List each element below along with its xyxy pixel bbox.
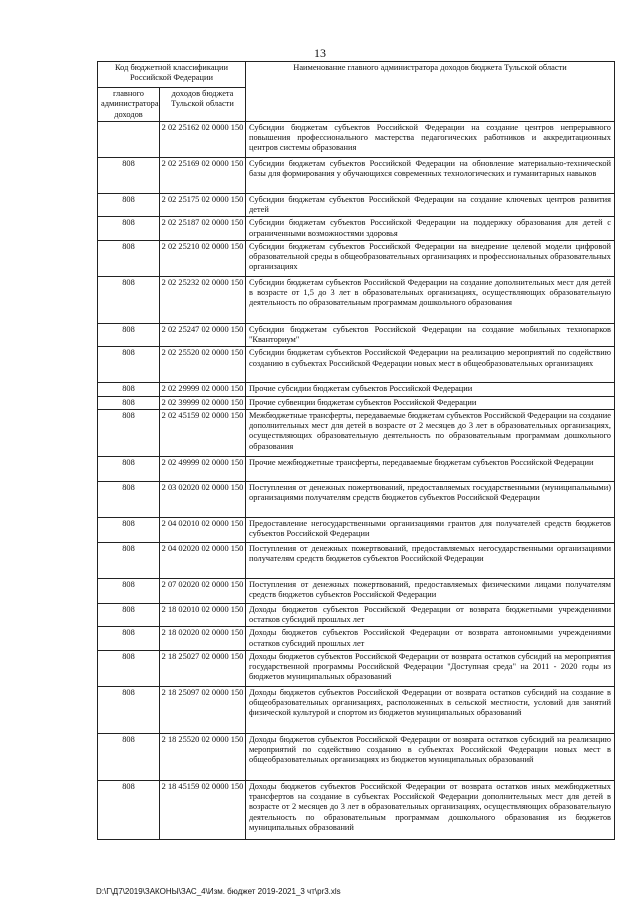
revenue-name-cell: Доходы бюджетов субъектов Российской Федерации от возврата остатков субсидий на создание в общеобразовательных организациях, расположенных в сельской местности, условий для занятий физической культурой и спортом из бюджетов муниципальных образований	[246, 686, 615, 733]
admin-code-cell: 808	[98, 383, 160, 396]
revenue-code-cell: 2 02 25175 02 0000 150	[160, 193, 246, 217]
revenue-code-cell: 2 07 02020 02 0000 150	[160, 578, 246, 603]
revenue-name-cell: Поступления от денежных пожертвований, предоставляемых негосударственными организациями получателям средств бюджетов субъектов Российской Федерации	[246, 542, 615, 578]
revenue-name-cell: Доходы бюджетов субъектов Российской Федерации от возврата остатков субсидий на реализацию мероприятий по содействию созданию в субъектах Российской Федерации новых мест в общеобразовательных организациях из бюджетов муниципальных образований	[246, 733, 615, 780]
admin-code-cell: 808	[98, 517, 160, 542]
admin-code-cell: 808	[98, 323, 160, 347]
admin-code-cell: 808	[98, 193, 160, 217]
revenue-code-cell: 2 02 25232 02 0000 150	[160, 276, 246, 323]
admin-code-cell: 808	[98, 780, 160, 839]
revenue-name-cell: Субсидии бюджетам субъектов Российской Федерации на обновление материально-технической базы для формирования у обучающихся современных технологических и гуманитарных навыков	[246, 157, 615, 193]
revenue-name-cell: Субсидии бюджетам субъектов Российской Федерации на реализацию мероприятий по содействию созданию в субъектах Российской Федерации новых мест в общеобразовательных организациях	[246, 347, 615, 383]
header-budget-classification-code: Код бюджетной классификации Российской Федерации	[98, 62, 246, 88]
table-row	[98, 481, 615, 517]
revenue-name-cell: Предоставление негосударственными организациями грантов для получателей средств бюджетов субъектов Российской Федерации	[246, 517, 615, 542]
table-row	[98, 603, 615, 627]
table-row	[98, 383, 615, 396]
table-row	[98, 323, 615, 347]
revenue-name-cell: Субсидии бюджетам субъектов Российской Федерации на внедрение целевой модели цифровой образовательной среды в общеобразовательных организациях и профессиональных образовательных организациях	[246, 240, 615, 276]
revenue-code-cell: 2 02 25169 02 0000 150	[160, 157, 246, 193]
table-row	[98, 686, 615, 733]
table-row	[98, 240, 615, 276]
revenue-name-cell: Доходы бюджетов субъектов Российской Федерации от возврата автономными учреждениями остатков субсидий прошлых лет	[246, 627, 615, 651]
admin-code-cell: 808	[98, 578, 160, 603]
table-row	[98, 650, 615, 686]
revenue-name-cell: Поступления от денежных пожертвований, предоставляемых государственными (муниципальными) организациями получателям средств бюджетов субъектов Российской Федерации	[246, 481, 615, 517]
table-row	[98, 157, 615, 193]
revenue-name-cell: Прочие межбюджетные трансферты, передаваемые бюджетам субъектов Российской Федерации	[246, 456, 615, 481]
table-row	[98, 217, 615, 241]
admin-code-cell: 808	[98, 240, 160, 276]
revenue-name-cell: Прочие субвенции бюджетам субъектов Российской Федерации	[246, 396, 615, 409]
revenue-name-cell: Субсидии бюджетам субъектов Российской Федерации на создание дополнительных мест для детей в возрасте от 1,5 до 3 лет в образовательных организациях, осуществляющих образовательную деятельность по образовательным программам дошкольного образования	[246, 276, 615, 323]
admin-code-cell: 808	[98, 603, 160, 627]
admin-code-cell: 808	[98, 481, 160, 517]
revenue-code-cell: 2 02 39999 02 0000 150	[160, 396, 246, 409]
revenue-code-cell: 2 02 29999 02 0000 150	[160, 383, 246, 396]
admin-code-cell: 808	[98, 276, 160, 323]
revenue-code-cell: 2 04 02010 02 0000 150	[160, 517, 246, 542]
admin-code-cell: 808	[98, 396, 160, 409]
header-administrator-name: Наименование главного администратора доходов бюджета Тульской области	[246, 62, 615, 122]
table-row	[98, 396, 615, 409]
page-number: 13	[314, 46, 326, 60]
revenue-code-cell: 2 18 45159 02 0000 150	[160, 780, 246, 839]
revenue-name-cell: Межбюджетные трансферты, передаваемые бюджетам субъектов Российской Федерации на создание дополнительных мест для детей в возрасте от 2 месяцев до 3 лет в образовательных организациях, осуществляющих образовательную деятельность по образовательным программам дошкольного образования	[246, 409, 615, 456]
admin-code-cell: 808	[98, 627, 160, 651]
file-path-footer: D:\Г\Д7\2019\ЗАКОНЫ\ЗАС_4\Изм. бюджет 2019-2021_3 чт\pr3.xls	[96, 887, 341, 896]
revenue-name-cell: Субсидии бюджетам субъектов Российской Федерации на создание мобильных технопарков "Кванториум"	[246, 323, 615, 347]
table-row	[98, 542, 615, 578]
revenue-name-cell: Субсидии бюджетам субъектов Российской Федерации на поддержку образования для детей с ограниченными возможностями здоровья	[246, 217, 615, 241]
revenue-administrators-table	[97, 61, 615, 840]
admin-code-cell: 808	[98, 650, 160, 686]
revenue-code-cell: 2 18 25027 02 0000 150	[160, 650, 246, 686]
admin-code-cell: 808	[98, 686, 160, 733]
admin-code-cell: 808	[98, 409, 160, 456]
revenue-name-cell: Доходы бюджетов субъектов Российской Федерации от возврата бюджетными учреждениями остатков субсидий прошлых лет	[246, 603, 615, 627]
table-row	[98, 121, 615, 157]
revenue-code-cell: 2 18 02020 02 0000 150	[160, 627, 246, 651]
table-row	[98, 733, 615, 780]
revenue-code-cell: 2 04 02020 02 0000 150	[160, 542, 246, 578]
revenue-code-cell: 2 02 49999 02 0000 150	[160, 456, 246, 481]
admin-code-cell	[98, 121, 160, 157]
table-header-row	[98, 62, 615, 88]
revenue-name-cell: Поступления от денежных пожертвований, предоставляемых физическими лицами получателям средств бюджетов субъектов Российской Федерации	[246, 578, 615, 603]
admin-code-cell: 808	[98, 157, 160, 193]
header-main-administrator: главного администратора доходов	[98, 88, 160, 122]
admin-code-cell: 808	[98, 347, 160, 383]
table-row	[98, 578, 615, 603]
admin-code-cell: 808	[98, 217, 160, 241]
revenue-code-cell: 2 02 45159 02 0000 150	[160, 409, 246, 456]
revenue-code-cell: 2 02 25210 02 0000 150	[160, 240, 246, 276]
table-row	[98, 193, 615, 217]
revenue-name-cell: Доходы бюджетов субъектов Российской Федерации от возврата остатков субсидий на мероприятия государственной программы Российской Федерации "Доступная среда" на 2011 - 2020 годы из бюджетов муниципальных образований	[246, 650, 615, 686]
table-row	[98, 456, 615, 481]
revenue-code-cell: 2 02 25162 02 0000 150	[160, 121, 246, 157]
revenue-name-cell: Субсидии бюджетам субъектов Российской Федерации на создание центров непрерывного повышения профессионального мастерства педагогических работников и аккредитационных центров системы образования	[246, 121, 615, 157]
revenue-code-cell: 2 03 02020 02 0000 150	[160, 481, 246, 517]
table-row	[98, 517, 615, 542]
table-row	[98, 780, 615, 839]
revenue-name-cell: Прочие субсидии бюджетам субъектов Российской Федерации	[246, 383, 615, 396]
table-row	[98, 347, 615, 383]
table-row	[98, 627, 615, 651]
revenue-code-cell: 2 02 25247 02 0000 150	[160, 323, 246, 347]
revenue-code-cell: 2 02 25187 02 0000 150	[160, 217, 246, 241]
table-row	[98, 409, 615, 456]
admin-code-cell: 808	[98, 733, 160, 780]
revenue-code-cell: 2 18 25097 02 0000 150	[160, 686, 246, 733]
admin-code-cell: 808	[98, 456, 160, 481]
table-row	[98, 276, 615, 323]
revenue-code-cell: 2 02 25520 02 0000 150	[160, 347, 246, 383]
revenue-code-cell: 2 18 25520 02 0000 150	[160, 733, 246, 780]
revenue-code-cell: 2 18 02010 02 0000 150	[160, 603, 246, 627]
revenue-name-cell: Доходы бюджетов субъектов Российской Федерации от возврата остатков иных межбюджетных трансфертов на создание в субъектах Российской Федерации дополнительных мест для детей в возрасте от 2 месяцев до 3 лет в образовательных организациях, осуществляющих образовательную деятельность по образовательным программам дошкольного образования из бюджетов муниципальных образований	[246, 780, 615, 839]
revenue-name-cell: Субсидии бюджетам субъектов Российской Федерации на создание ключевых центров развития детей	[246, 193, 615, 217]
header-revenue-code: доходов бюджета Тульской области	[160, 88, 246, 122]
admin-code-cell: 808	[98, 542, 160, 578]
